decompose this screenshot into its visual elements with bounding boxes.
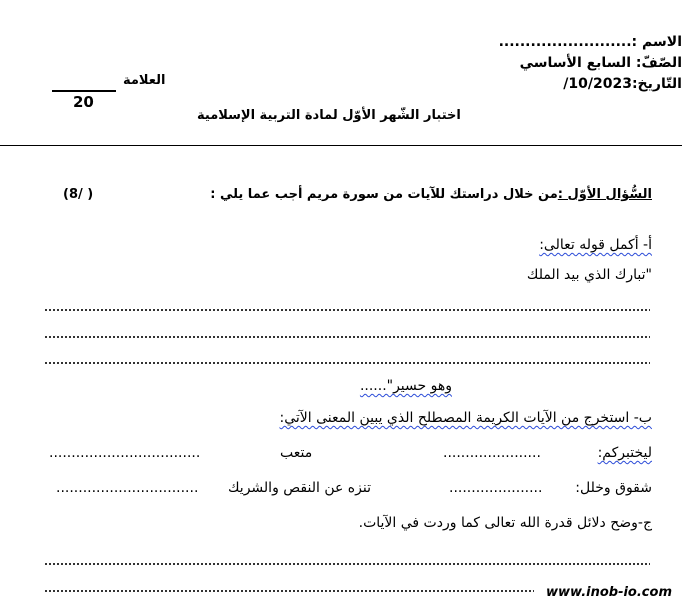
part-b-instruction: ب- استخرج من الآيات الكريمة المصطلح الذي يبين المعنى الآتي: — [279, 410, 652, 426]
class-label: الصّفّ: السابع الأساسي — [519, 55, 682, 71]
part-b-blank-3: ..................... — [449, 480, 543, 496]
answer-line-2 — [44, 336, 650, 338]
part-b-term-1: ليختبركم: — [597, 445, 652, 461]
part-b-term-2: متعب — [280, 445, 313, 461]
part-b-blank-1: ...................... — [443, 445, 541, 461]
mark-line — [52, 90, 116, 92]
watermark: www.inob-io.com — [546, 585, 672, 600]
answer-line-1 — [44, 309, 650, 311]
question-1-heading — [210, 187, 652, 202]
part-b-blank-4: ................................ — [56, 480, 199, 496]
answer-line-3 — [44, 362, 650, 364]
answer-line-4 — [44, 563, 650, 565]
part-c-instruction: ج-وضح دلائل قدرة الله تعالى كما وردت في الآيات. — [358, 515, 652, 531]
question-1-marks: (8/ ) — [63, 187, 94, 202]
verse-start: "تبارك الذي بيد الملك — [526, 267, 652, 283]
part-b-blank-2: .................................. — [49, 445, 201, 461]
verse-end: وهو حسير"...... — [359, 378, 452, 394]
exam-title: اختبار الشّهر الأوّل لمادة التربية الإسلامية — [197, 108, 461, 123]
part-a-instruction: أ- أكمل قوله تعالى: — [539, 237, 652, 253]
part-b-term-3: شقوق وخلل: — [575, 480, 652, 496]
header-separator — [0, 145, 682, 146]
question-1-text: من خلال دراستك للآيات من سورة مريم أجب عما يلي : — [210, 187, 558, 202]
question-1-prefix: السُّؤال الأوّل : — [557, 187, 652, 202]
mark-label: العلامة — [123, 73, 166, 88]
answer-line-5 — [44, 590, 534, 592]
part-b-term-4: تنزه عن النقص والشريك — [228, 480, 371, 496]
date-label: التّاريخ:10/2023/ — [563, 76, 682, 92]
student-name-field: الاسم :......................... — [498, 34, 682, 50]
mark-total: 20 — [73, 93, 94, 111]
